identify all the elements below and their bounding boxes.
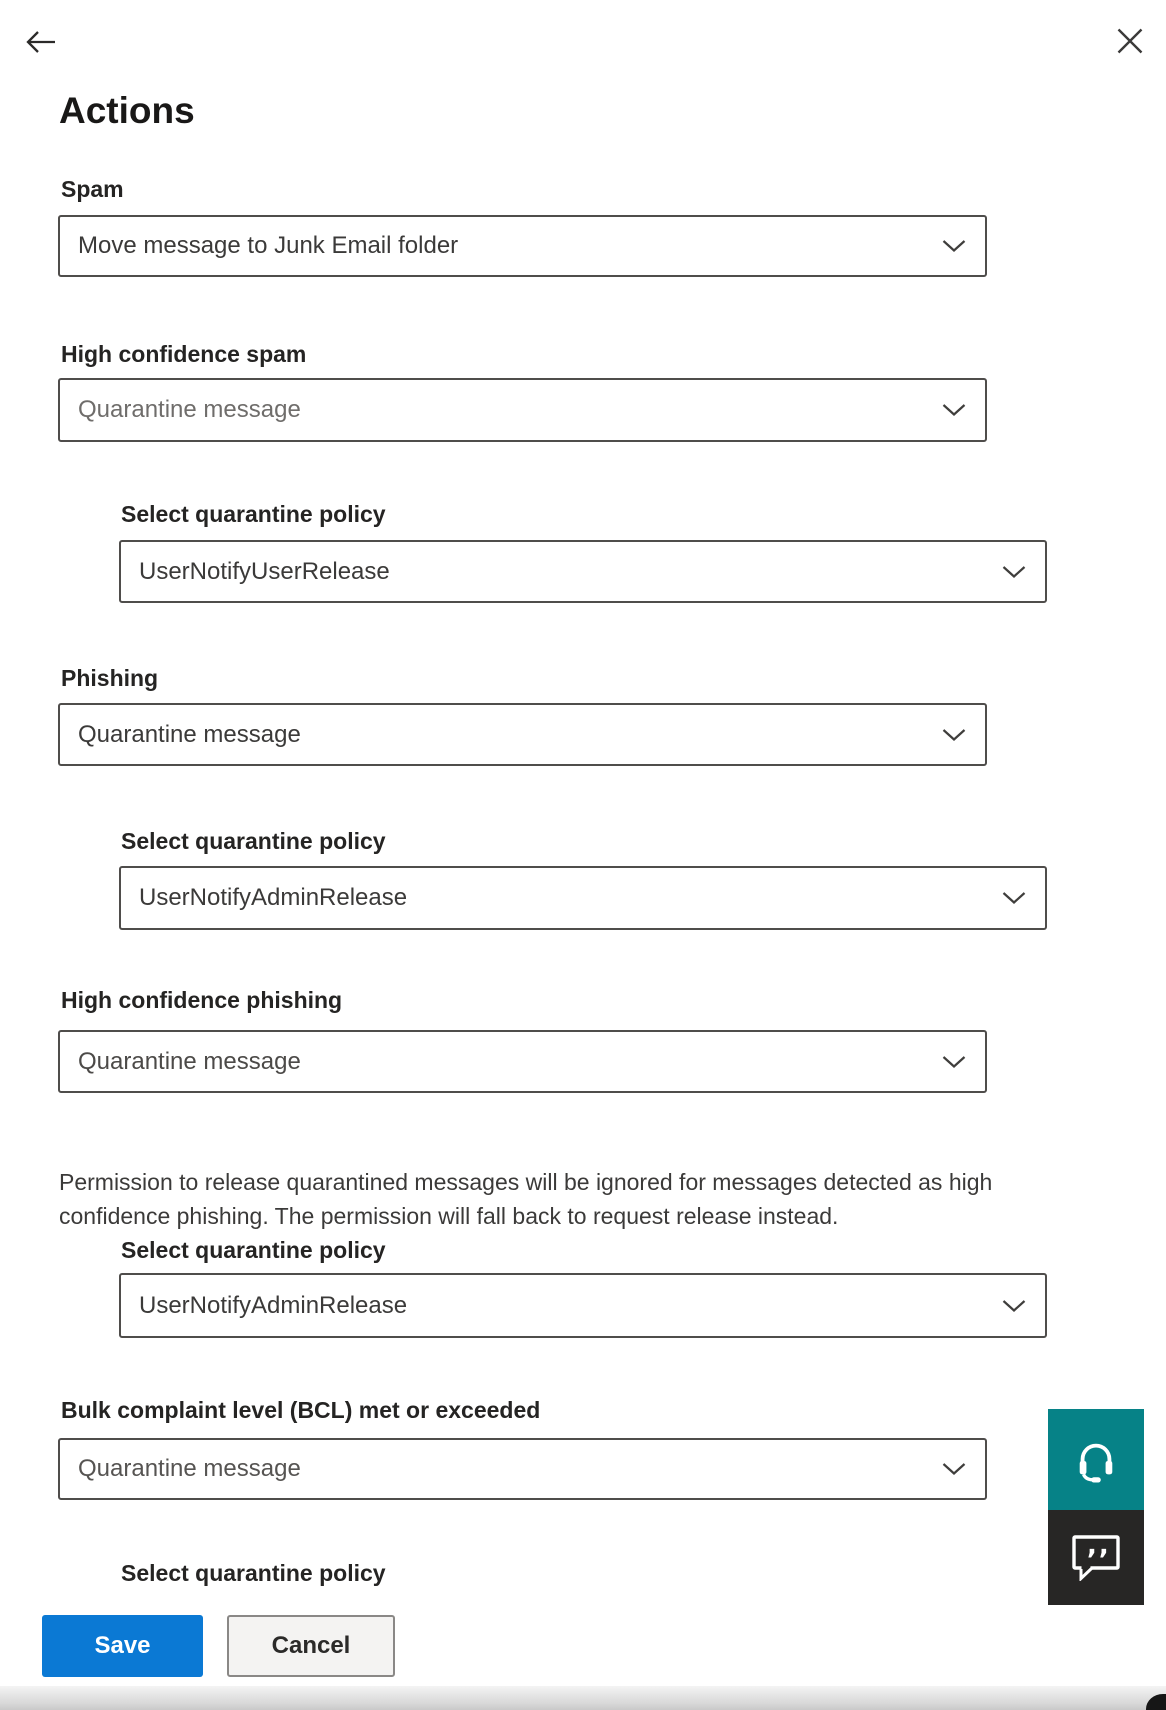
- select-quarantine-policy-label: Select quarantine policy: [121, 828, 386, 854]
- phishing-action-select[interactable]: [58, 703, 987, 766]
- chat-bubble-icon: [1071, 1534, 1121, 1581]
- close-icon: [1116, 27, 1144, 55]
- spam-action-select[interactable]: [58, 215, 987, 277]
- save-button[interactable]: Save: [42, 1615, 203, 1677]
- high-confidence-phishing-quarantine-policy-select[interactable]: [119, 1273, 1047, 1338]
- high-confidence-spam-action-select[interactable]: [58, 378, 987, 442]
- high-confidence-phishing-action-value: Quarantine message: [78, 1047, 301, 1075]
- bulk-complaint-action-select[interactable]: [58, 1438, 987, 1500]
- spam-label: Spam: [61, 176, 124, 202]
- chevron-down-icon: [942, 404, 966, 417]
- chevron-down-icon: [942, 240, 966, 253]
- quarantine-policy-value: UserNotifyAdminRelease: [139, 1291, 408, 1319]
- back-button[interactable]: [24, 28, 58, 56]
- select-quarantine-policy-label: Select quarantine policy: [121, 501, 386, 527]
- high-confidence-phishing-note: Permission to release quarantined messages will be ignored for messages detected as high confidence phishing. The permission will fall back to request release instead.: [59, 1169, 993, 1229]
- high-confidence-spam-quarantine-policy-select[interactable]: [119, 540, 1047, 603]
- svg-text:,,: ,,: [1087, 1534, 1111, 1561]
- feedback-button[interactable]: [1048, 1510, 1144, 1605]
- bulk-complaint-level-label: Bulk complaint level (BCL) met or exceeded: [61, 1397, 541, 1423]
- high-confidence-phishing-action-select[interactable]: [58, 1030, 987, 1093]
- back-arrow-icon: [25, 29, 57, 55]
- spam-action-value: Move message to Junk Email folder: [78, 232, 459, 259]
- close-button[interactable]: [1114, 26, 1146, 56]
- phishing-quarantine-policy-select[interactable]: [119, 866, 1047, 930]
- chevron-down-icon: [942, 728, 966, 741]
- chevron-down-icon: [1002, 565, 1026, 578]
- page-title: Actions: [59, 90, 195, 131]
- cancel-button[interactable]: Cancel: [227, 1615, 395, 1677]
- bottom-gradient-strip: [0, 1686, 1166, 1710]
- high-confidence-spam-label: High confidence spam: [61, 341, 307, 367]
- chevron-down-icon: [1002, 1299, 1026, 1312]
- quarantine-policy-value: UserNotifyUserRelease: [139, 557, 390, 585]
- select-quarantine-policy-label-clipped: Select quarantine policy: [121, 1560, 386, 1586]
- phishing-label: Phishing: [61, 665, 159, 691]
- bulk-complaint-action-value: Quarantine message: [78, 1455, 301, 1482]
- high-confidence-spam-action-value: Quarantine message: [78, 396, 301, 423]
- chevron-down-icon: [1002, 892, 1026, 905]
- help-button[interactable]: [1048, 1409, 1144, 1510]
- phishing-action-value: Quarantine message: [78, 720, 301, 748]
- quarantine-policy-value: UserNotifyAdminRelease: [139, 884, 408, 911]
- chevron-down-icon: [942, 1055, 966, 1068]
- select-quarantine-policy-label: Select quarantine policy: [121, 1237, 386, 1263]
- high-confidence-phishing-label: High confidence phishing: [61, 987, 343, 1013]
- headset-icon: [1073, 1436, 1119, 1484]
- chevron-down-icon: [942, 1463, 966, 1476]
